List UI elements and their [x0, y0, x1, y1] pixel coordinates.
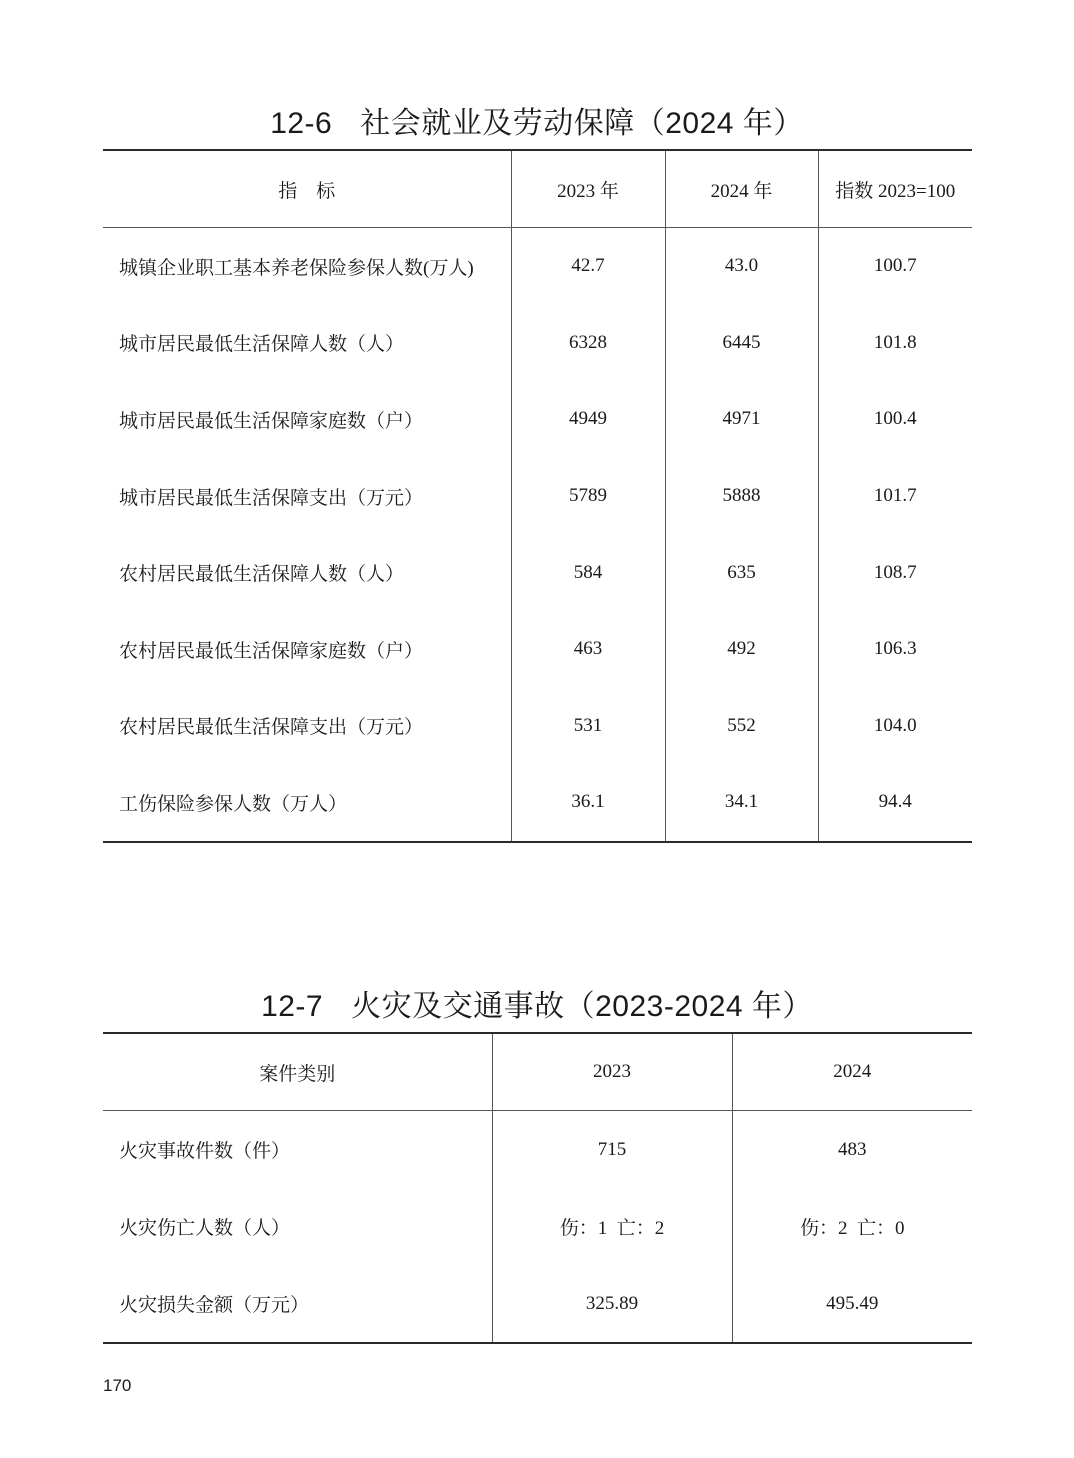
value-2024: 483 — [732, 1111, 972, 1189]
row-label: 火灾损失金额（万元） — [103, 1265, 492, 1343]
row-label: 城市居民最低生活保障人数（人） — [119, 334, 405, 356]
table-number: 12-7 — [261, 990, 324, 1023]
row-label: 农村居民最低生活保障人数（人） — [119, 564, 405, 586]
value-2023: 伤：1 亡：2 — [492, 1188, 732, 1265]
value-2024: 34.1 — [665, 764, 818, 842]
value-2023: 36.1 — [511, 764, 665, 842]
value-2024: 492 — [665, 611, 818, 688]
value-2023: 325.89 — [492, 1265, 732, 1343]
header-2023: 2023 年 — [511, 150, 665, 228]
header-indicator: 指 标 — [103, 150, 511, 228]
page-number: 170 — [103, 1376, 132, 1395]
value-2023: 584 — [511, 534, 665, 611]
index-value: 100.7 — [818, 228, 972, 305]
table-row — [103, 305, 972, 382]
header-2024: 2024 — [732, 1033, 972, 1111]
row-label: 农村居民最低生活保障家庭数（户） — [119, 640, 424, 662]
table-12-7-title — [0, 981, 1074, 1025]
table-12-6-title — [0, 98, 1074, 142]
value-2024: 伤：2 亡：0 — [732, 1188, 972, 1265]
table-title-text: 社会就业及劳动保障（2024 年） — [360, 107, 804, 140]
row-label: 城市居民最低生活保障家庭数（户） — [119, 410, 424, 432]
header-case-type: 案件类别 — [103, 1033, 492, 1111]
index-value: 101.7 — [818, 458, 972, 535]
table-row — [103, 611, 972, 688]
value-2024: 43.0 — [665, 228, 818, 305]
row-label: 城镇企业职工基本养老保险参保人数(万人) — [119, 257, 474, 279]
index-value: 108.7 — [818, 534, 972, 611]
value-2023: 5789 — [511, 458, 665, 535]
table-number: 12-6 — [270, 107, 333, 140]
value-2024: 4971 — [665, 381, 818, 458]
table-header-row — [103, 1033, 972, 1111]
table-header-row — [103, 150, 972, 228]
value-2023: 42.7 — [511, 228, 665, 305]
table-row — [103, 534, 972, 611]
value-2024: 495.49 — [732, 1265, 972, 1343]
value-2023: 4949 — [511, 381, 665, 458]
value-2023: 463 — [511, 611, 665, 688]
value-2023: 715 — [492, 1111, 732, 1189]
index-value: 104.0 — [818, 688, 972, 765]
social-employment-table — [103, 149, 972, 843]
table-row — [103, 1188, 972, 1265]
value-2023: 531 — [511, 688, 665, 765]
index-value: 101.8 — [818, 305, 972, 382]
row-label: 火灾伤亡人数（人） — [119, 1218, 291, 1239]
table-title-text: 火灾及交通事故（2023-2024 年） — [351, 990, 813, 1023]
index-value: 100.4 — [818, 381, 972, 458]
table-row — [103, 381, 972, 458]
row-label: 城市居民最低生活保障支出（万元） — [119, 487, 424, 509]
header-2023: 2023 — [492, 1033, 732, 1111]
value-2024: 5888 — [665, 458, 818, 535]
value-2024: 6445 — [665, 305, 818, 382]
row-label: 农村居民最低生活保障支出（万元） — [119, 717, 424, 739]
value-2024: 552 — [665, 688, 818, 765]
table-row — [103, 1265, 972, 1343]
table-row — [103, 1111, 972, 1189]
header-index: 指数 2023=100 — [818, 150, 972, 228]
table-row — [103, 228, 972, 305]
row-label: 工伤保险参保人数（万人） — [103, 764, 511, 842]
row-label: 火灾事故件数（件） — [119, 1141, 291, 1162]
header-2024: 2024 年 — [665, 150, 818, 228]
table-row — [103, 688, 972, 765]
index-value: 94.4 — [818, 764, 972, 842]
table-row — [103, 458, 972, 535]
value-2024: 635 — [665, 534, 818, 611]
index-value: 106.3 — [818, 611, 972, 688]
value-2023: 6328 — [511, 305, 665, 382]
table-row — [103, 764, 972, 842]
fire-accident-table — [103, 1032, 972, 1344]
